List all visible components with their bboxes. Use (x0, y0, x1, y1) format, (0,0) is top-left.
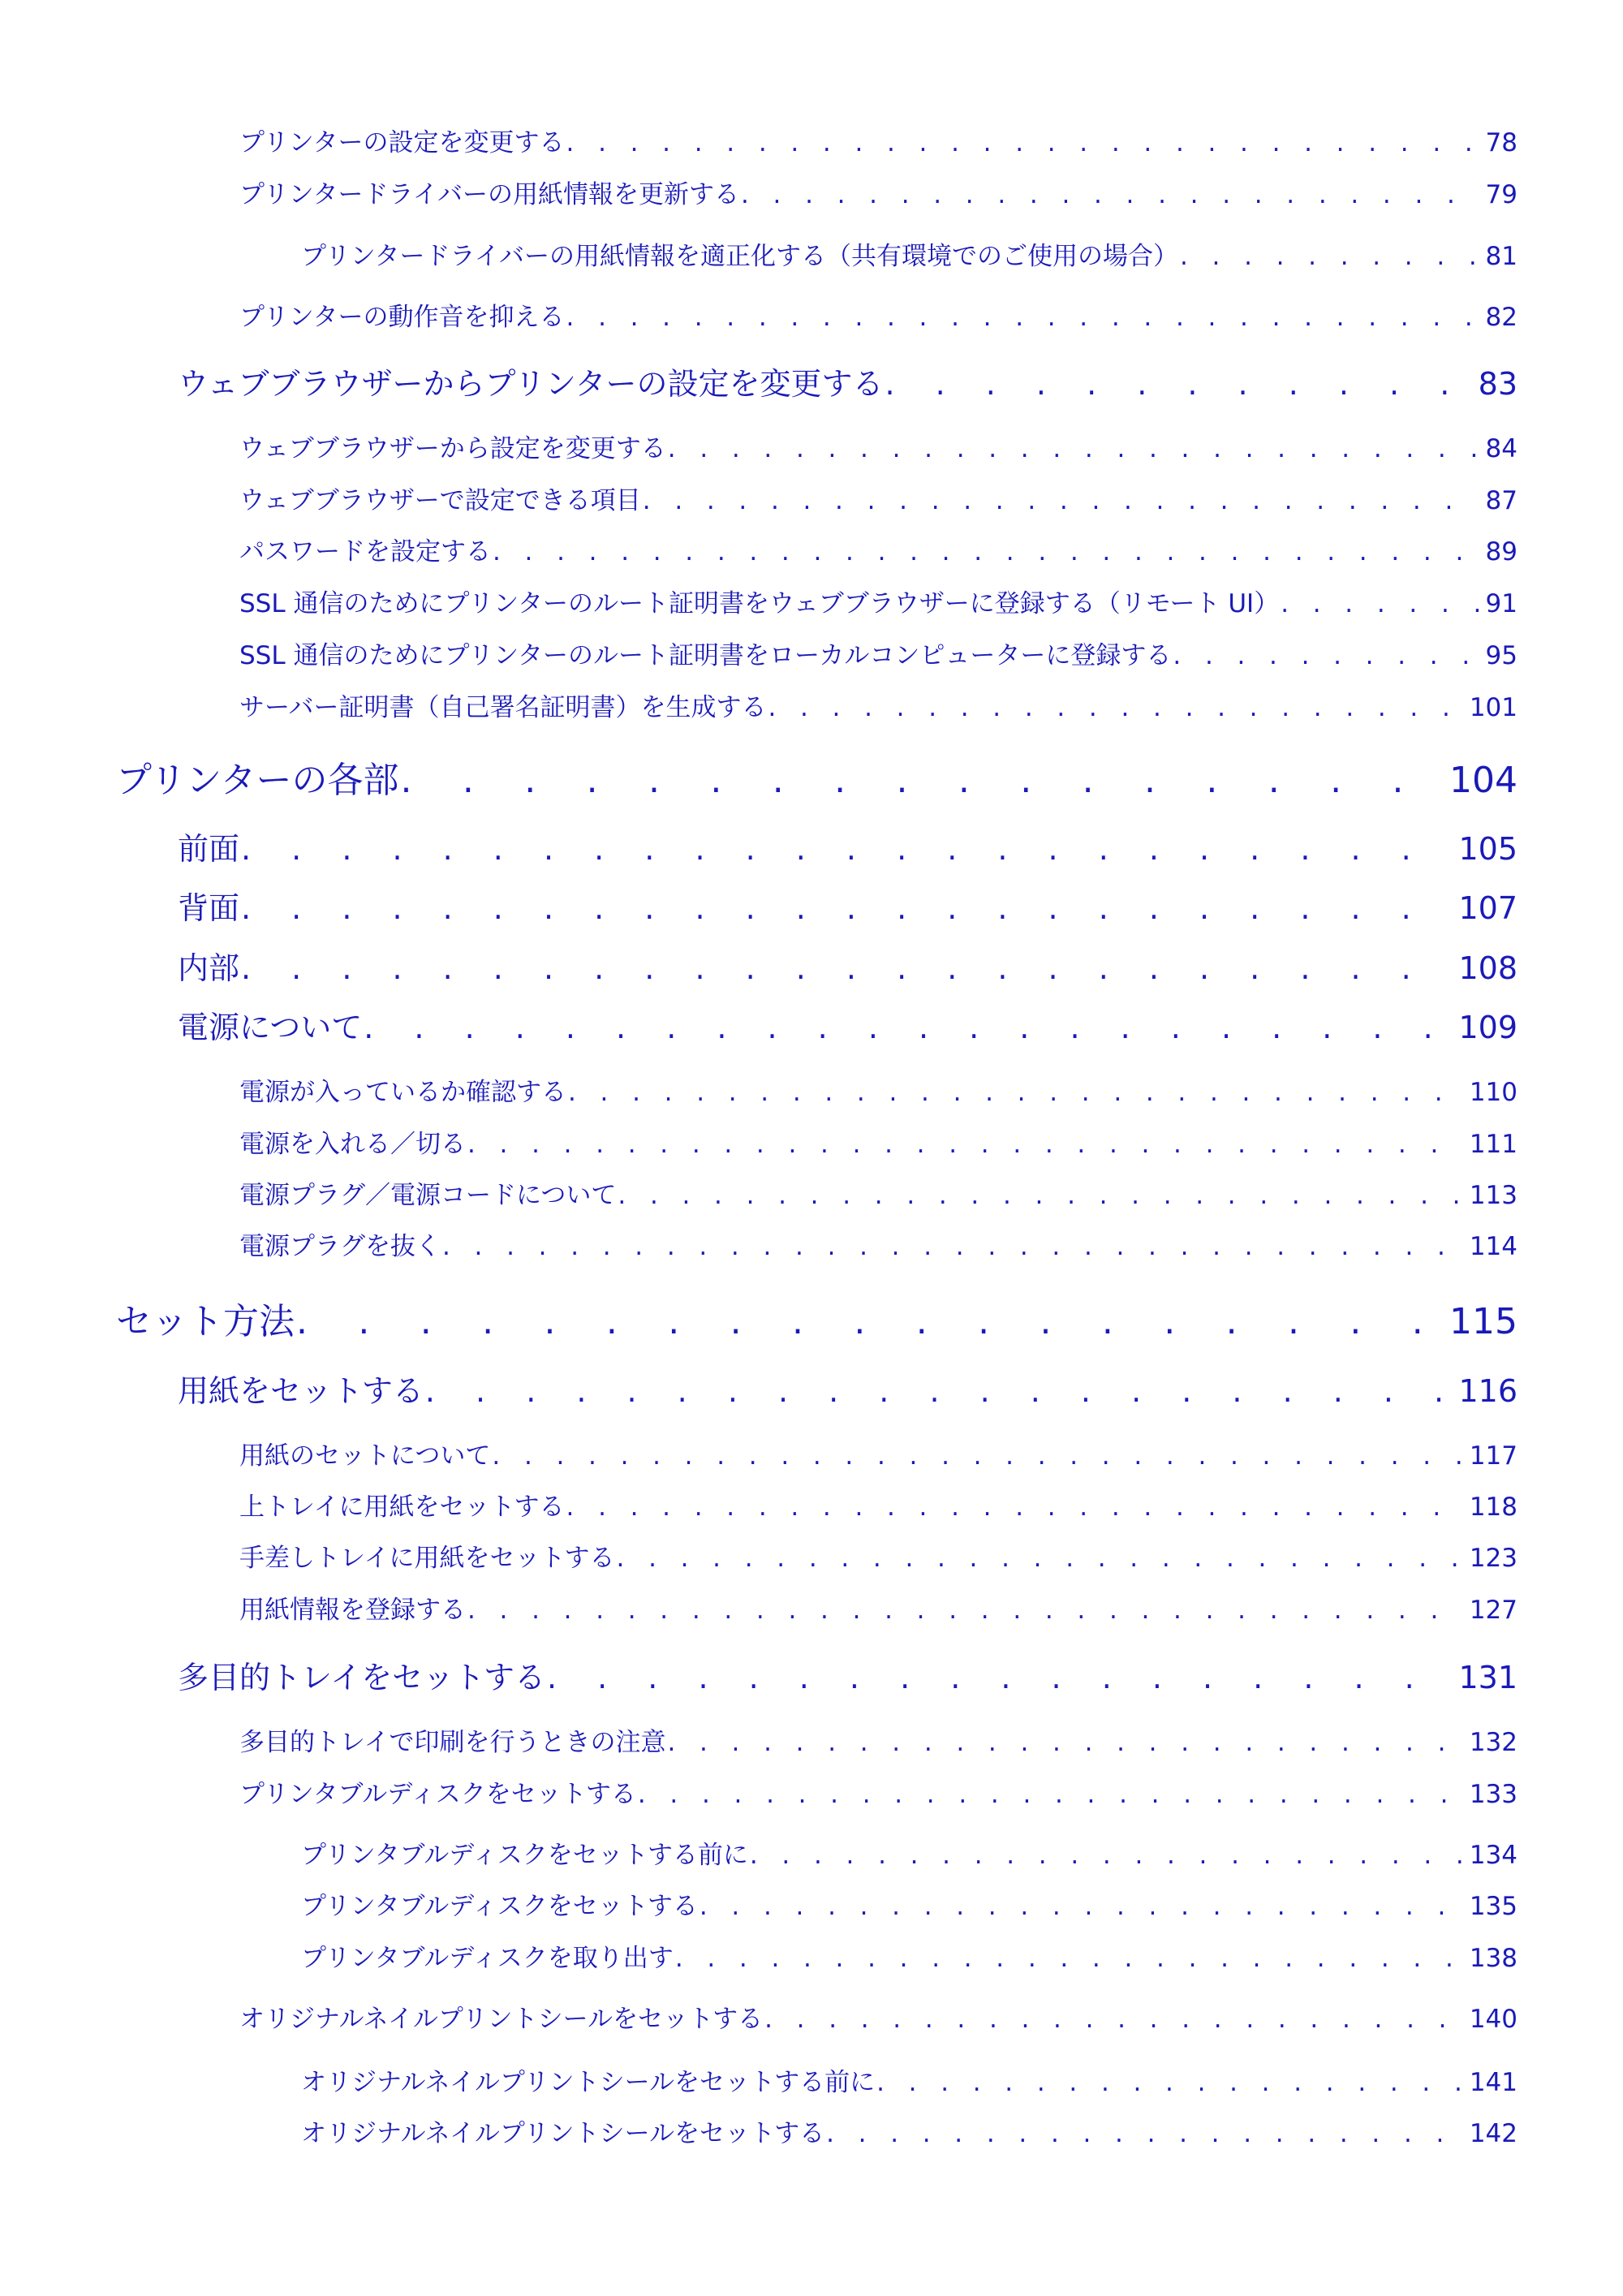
toc-entry-page-number: 141 (1469, 2068, 1518, 2097)
toc-entry-page-number: 110 (1469, 1078, 1518, 1107)
dot-leader (667, 1728, 1462, 1757)
toc-entry-title: 用紙のセットについて (239, 1441, 491, 1471)
dot-leader (566, 1493, 1463, 1522)
toc-entry[interactable] (239, 480, 1518, 516)
toc-entry-title: 背面 (178, 890, 240, 926)
toc-entry-page-number: 84 (1485, 434, 1518, 463)
toc-entry[interactable] (239, 1773, 1518, 1810)
toc-entry-title: プリンタブルディスクをセットする前に (301, 1841, 748, 1870)
toc-entry[interactable] (239, 174, 1518, 210)
dot-leader (643, 486, 1479, 515)
toc-entry[interactable] (178, 824, 1518, 868)
toc-entry-title: 電源を入れる／切る (239, 1130, 466, 1159)
dot-leader (364, 1010, 1452, 1045)
dot-leader (1281, 589, 1479, 618)
toc-entry[interactable] (239, 428, 1518, 464)
toc-entry-title: プリンタブルディスクを取り出す (301, 1944, 674, 1973)
toc-entry[interactable] (301, 2061, 1518, 2098)
toc-entry[interactable] (178, 359, 1518, 403)
dot-leader (768, 693, 1462, 722)
toc-entry-page-number: 78 (1485, 128, 1518, 157)
toc-entry[interactable] (178, 943, 1518, 988)
toc-entry-page-number: 131 (1458, 1660, 1518, 1695)
toc-entry-title: 多目的トレイをセットする (178, 1660, 545, 1695)
dot-leader (1180, 242, 1479, 271)
dot-leader (241, 831, 1452, 867)
toc-entry[interactable] (239, 122, 1518, 158)
toc-entry[interactable] (239, 1435, 1518, 1471)
toc-entry[interactable] (301, 2113, 1518, 2149)
toc-entry-title: SSL 通信のためにプリンターのルート証明書をウェブブラウザーに登録する（リモート UI） (239, 589, 1280, 618)
dot-leader (741, 180, 1479, 209)
toc-entry-title: プリンタードライバーの用紙情報を更新する (239, 180, 739, 209)
toc-entry[interactable] (301, 1885, 1518, 1922)
toc-entry[interactable] (239, 1589, 1518, 1626)
dot-leader (675, 1944, 1463, 1973)
toc-entry-title: ウェブブラウザーから設定を変更する (239, 434, 666, 463)
toc-entry-title: 上トレイに用紙をセットする (239, 1493, 565, 1522)
toc-entry[interactable] (239, 1226, 1518, 1262)
toc-entry-title: 手差しトレイに用紙をセットする (239, 1544, 615, 1573)
toc-entry-title: 電源について (178, 1010, 363, 1045)
toc-entry[interactable] (178, 883, 1518, 928)
toc-entry-title: パスワードを設定する (239, 537, 491, 566)
toc-entry[interactable] (239, 531, 1518, 567)
toc-entry-title: プリンタブルディスクをセットする (239, 1780, 636, 1809)
toc-entry-title: 前面 (178, 831, 240, 867)
toc-entry-page-number: 87 (1485, 486, 1518, 515)
dot-leader (442, 1232, 1463, 1261)
toc-entry-page-number: 116 (1458, 1373, 1518, 1409)
dot-leader (750, 1841, 1463, 1870)
dot-leader (764, 2005, 1463, 2034)
toc-entry-title: ウェブブラウザーで設定できる項目 (239, 486, 641, 515)
toc-entry-page-number: 132 (1469, 1728, 1518, 1757)
toc-entry-page-number: 101 (1469, 693, 1518, 722)
toc-entry[interactable] (239, 1537, 1518, 1574)
dot-leader (467, 1596, 1463, 1625)
dot-leader (618, 1181, 1462, 1210)
dot-leader (668, 434, 1479, 463)
toc-entry-page-number: 91 (1485, 589, 1518, 618)
dot-leader (467, 1130, 1463, 1159)
toc-entry[interactable] (239, 1486, 1518, 1523)
toc-entry-page-number: 133 (1469, 1780, 1518, 1809)
toc-entry-title: 電源が入っているか確認する (239, 1078, 566, 1107)
toc-entry-title: 内部 (178, 950, 240, 986)
toc-entry-title: オリジナルネイルプリントシールをセットする (239, 2005, 764, 2034)
dot-leader (241, 950, 1452, 986)
toc-entry[interactable] (239, 1123, 1518, 1160)
toc-entry[interactable] (239, 1174, 1518, 1211)
toc-entry-page-number: 109 (1458, 1010, 1518, 1045)
toc-entry-page-number: 134 (1469, 1841, 1518, 1870)
dot-leader (568, 1078, 1463, 1107)
dot-leader (826, 2119, 1463, 2148)
toc-entry[interactable] (116, 1292, 1518, 1344)
toc-entry-page-number: 83 (1478, 366, 1518, 402)
toc-entry-title: ウェブブラウザーからプリンターの設定を変更する (178, 366, 884, 402)
toc-entry-page-number: 114 (1469, 1232, 1518, 1261)
toc-entry[interactable] (239, 687, 1518, 723)
toc-entry[interactable] (239, 1071, 1518, 1108)
dot-leader (638, 1780, 1463, 1809)
dot-leader (492, 1441, 1462, 1471)
toc-entry-page-number: 107 (1458, 890, 1518, 926)
toc-entry[interactable] (178, 1366, 1518, 1411)
dot-leader (885, 366, 1471, 402)
toc-entry-page-number: 123 (1469, 1544, 1518, 1573)
toc-entry-title: 用紙情報を登録する (239, 1596, 466, 1625)
toc-entry-title: プリンタードライバーの用紙情報を適正化する（共有環境でのご使用の場合） (301, 242, 1178, 271)
toc-entry-title: プリンターの各部 (116, 760, 399, 801)
dot-leader (566, 128, 1479, 157)
dot-leader (241, 890, 1452, 926)
toc-entry[interactable] (301, 1937, 1518, 1974)
toc-entry-page-number: 82 (1485, 303, 1518, 332)
toc-entry[interactable] (178, 1652, 1518, 1697)
dot-leader (876, 2068, 1463, 2097)
toc-entry[interactable] (116, 751, 1518, 803)
toc-entry-page-number: 79 (1485, 180, 1518, 209)
toc-entry[interactable] (239, 1721, 1518, 1758)
toc-entry[interactable] (178, 1002, 1518, 1047)
toc-entry-page-number: 81 (1485, 242, 1518, 271)
toc-entry-page-number: 89 (1485, 537, 1518, 566)
toc-entry-title: 用紙をセットする (178, 1373, 424, 1409)
dot-leader (547, 1660, 1453, 1695)
dot-leader (425, 1373, 1453, 1409)
toc-entry[interactable] (301, 235, 1518, 272)
toc-entry-page-number: 127 (1469, 1596, 1518, 1625)
toc-entry-page-number: 111 (1469, 1130, 1518, 1159)
dot-leader (400, 760, 1443, 801)
toc-entry-title: セット方法 (116, 1301, 295, 1342)
toc-entry-title: 電源プラグ／電源コードについて (239, 1181, 617, 1210)
toc-entry[interactable] (239, 583, 1518, 619)
toc-entry-title: SSL 通信のためにプリンターのルート証明書をローカルコンピューターに登録する (239, 641, 1172, 670)
toc-entry-page-number: 138 (1469, 1944, 1518, 1973)
toc-entry-title: サーバー証明書（自己署名証明書）を生成する (239, 693, 767, 722)
toc-entry-page-number: 105 (1458, 831, 1518, 867)
toc-entry-page-number: 104 (1449, 760, 1518, 801)
toc-entry-page-number: 135 (1469, 1892, 1518, 1921)
dot-leader (700, 1892, 1463, 1921)
dot-leader (566, 303, 1479, 332)
toc-entry-page-number: 118 (1469, 1493, 1518, 1522)
toc-entry[interactable] (239, 296, 1518, 333)
dot-leader (617, 1544, 1463, 1573)
toc-entry[interactable] (239, 1998, 1518, 2035)
toc-entry-title: オリジナルネイルプリントシールをセットする前に (301, 2068, 876, 2097)
toc-entry-title: オリジナルネイルプリントシールをセットする (301, 2119, 825, 2148)
toc-entry-page-number: 142 (1469, 2119, 1518, 2148)
dot-leader (1173, 641, 1479, 670)
toc-entry-page-number: 115 (1449, 1301, 1518, 1342)
toc-entry-page-number: 108 (1458, 950, 1518, 986)
toc-entry-title: プリンタブルディスクをセットする (301, 1892, 698, 1921)
dot-leader (296, 1301, 1443, 1342)
dot-leader (493, 537, 1479, 566)
toc-entry-page-number: 95 (1485, 641, 1518, 670)
toc-entry-title: 電源プラグを抜く (239, 1232, 441, 1261)
toc-entry-page-number: 117 (1469, 1441, 1518, 1471)
toc-entry-title: プリンターの動作音を抑える (239, 303, 565, 332)
toc-entry-title: 多目的トレイで印刷を行うときの注意 (239, 1728, 666, 1757)
toc-entry-page-number: 140 (1469, 2005, 1518, 2034)
toc-entry[interactable] (239, 635, 1518, 671)
toc-entry-page-number: 113 (1469, 1181, 1518, 1210)
toc-entry[interactable] (301, 1834, 1518, 1871)
toc-entry-title: プリンターの設定を変更する (239, 128, 565, 157)
